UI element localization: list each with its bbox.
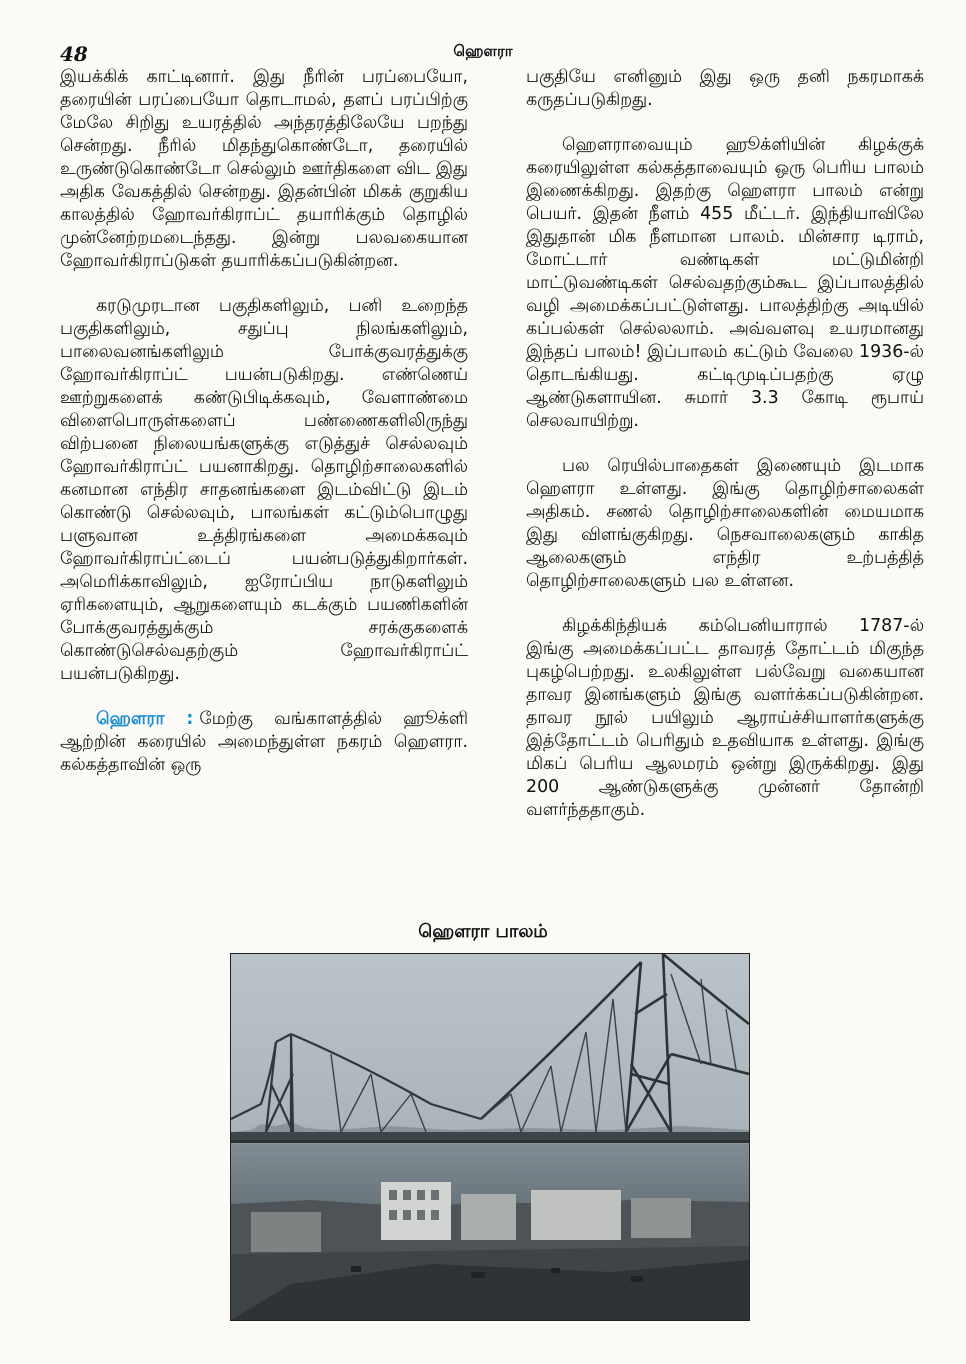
entry-term-howrah: ஹௌரா :	[96, 709, 194, 729]
paragraph-howrah-bridge: ஹௌராவையும் ஹூக்ளியின் கிழக்குக் கரையிலுள்ள கல்கத்தாவையும் ஒரு பெரிய பாலம் இணைக்கிறது. இதற்கு ஹௌரா பாலம் என்று பெயர். இதன் நீளம் 455 மீட்டர். இந்தியாவிலே இதுதான் மிக நீளமான பாலம். மின்சார டிராம், மோட்டார் வண்டிகள் மட்டுமின்றி மாட்டுவண்டிகள் செல்வதற்கும்கூட இப்பாலத்தில் வழி அமைக்கப்பட்டுள்ளது. பாலத்திற்கு அடியில் கப்பல்கள் செல்லலாம். அவ்வளவு உயரமானது இந்தப் பாலம்! இப்பாலம் கட்டும் வேலை 1936-ல் தொடங்கியது. கட்டிமுடிப்பதற்கு ஏழு ஆண்டுகளாயின. சுமார் 3.3 கோடி ரூபாய் செலவாயிற்று.	[526, 135, 924, 431]
howrah-bridge-photo	[230, 953, 750, 1321]
right-column	[526, 66, 924, 844]
paragraph-hovercraft-uses: கரடுமுரடான பகுதிகளிலும், பனி உறைந்த பகுதிகளிலும், சதுப்பு நிலங்களிலும், பாலைவனங்களிலும் போக்குவரத்துக்கு ஹோவர்கிராப்ட் பயன்படுகிறது. எண்ணெய் ஊற்றுகளைக் கண்டுபிடிக்கவும், வேளாண்மை விளைபொருள்களைப் பண்ணைகளிலிருந்து விற்பனை நிலையங்களுக்கு எடுத்துச் செல்லவும் ஹோவர்கிராப்ட் பயனாகிறது. தொழிற்சாலைகளில் கனமான எந்திர சாதனங்களை இடம்விட்டு இடம் கொண்டு செல்லவும், பாலங்கள் கட்டும்பொழுது பளுவான உத்திரங்களை அமைக்கவும் ஹோவர்கிராப்ட்டைப் பயன்படுத்துகிறார்கள். அமெரிக்காவிலும், ஐரோப்பிய நாடுகளிலும் ஏரிகளையும், ஆறுகளையும் கடக்கும் பயணிகளின் போக்குவரத்துக்கும் சரக்குகளைக் கொண்டுசெல்வதற்கும் ஹோவர்கிராப்ட் பயன்படுகிறது.	[60, 296, 468, 684]
paragraph-howrah-city: பகுதியே எனினும் இது ஒரு தனி நகரமாகக் கருதப்படுகிறது.	[526, 67, 924, 110]
entry-howrah	[60, 708, 468, 777]
paragraph-howrah-industry: பல ரெயில்பாதைகள் இணையும் இடமாக ஹௌரா உள்ளது. இங்கு தொழிற்சாலைகள் அதிகம். சணல் தொழிற்சாலைகளின் மையமாக இது விளங்குகிறது. நெசவாலைகளும் காகித ஆலைகளும் எந்திர உற்பத்தித் தொழிற்சாலைகளும் பல உள்ளன.	[526, 456, 924, 591]
paragraph-botanical-garden: கிழக்கிந்தியக் கம்பெனியாரால் 1787-ல் இங்கு அமைக்கப்பட்ட தாவரத் தோட்டம் மிகுந்த புகழ்பெற்றது. உலகிலுள்ள பல்வேறு வகையான தாவர இனங்களும் இங்கு வளர்க்கப்படுகின்றன. தாவர நூல் பயிலும் ஆராய்ச்சியாளர்களுக்கு இத்தோட்டம் பெரிதும் உதவியாக உள்ளது. இங்கு மிகப் பெரிய ஆலமரம் ஒன்று இருக்கிறது. இது 200 ஆண்டுகளுக்கு முன்னர் தோன்றி வளர்ந்ததாகும்.	[526, 616, 924, 820]
entry-text-howrah: மேற்கு வங்காளத்தில் ஹூக்ளி ஆற்றின் கரையில் அமைந்துள்ள நகரம் ஹௌரா. கல்கத்தாவின் ஒரு	[60, 709, 468, 775]
page-number: 48	[60, 42, 88, 66]
left-column	[60, 66, 468, 799]
running-head: ஹௌரா	[453, 42, 513, 60]
paragraph-hovercraft-flight: இயக்கிக் காட்டினார். இது நீரின் பரப்பையோ, தரையின் பரப்பையோ தொடாமல், தளப் பரப்பிற்கு மேலே சிறிது உயரத்தில் அந்தரத்திலேயே பறந்து சென்றது. நீரில் மிதந்துகொண்டோ, தரையில் உருண்டுகொண்டோ செல்லும் ஊர்திகளை விட இது அதிக வேகத்தில் சென்றது. இதன்பின் மிகக் குறுகிய காலத்தில் ஹோவர்கிராப்ட் தயாரிக்கும் தொழில் முன்னேற்றமடைந்தது. இன்று பலவகையான ஹோவர்கிராப்டுகள் தயாரிக்கப்படுகின்றன.	[60, 67, 468, 271]
figure-title: ஹௌரா பாலம்	[418, 921, 548, 942]
